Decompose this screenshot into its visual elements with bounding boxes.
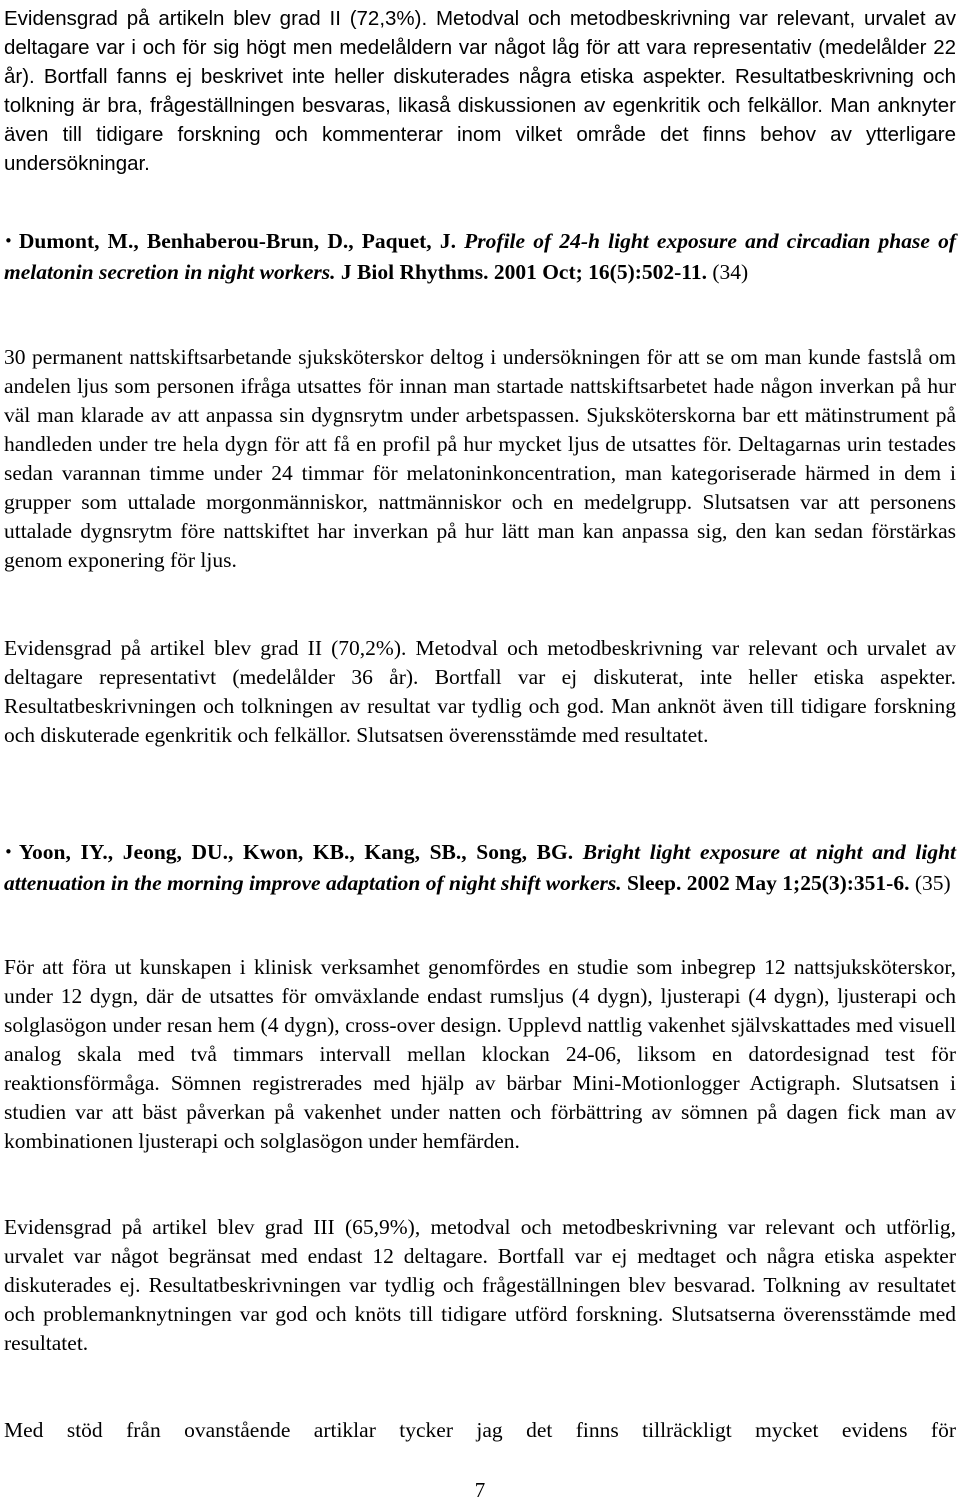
reference-title: Profile of 24-h light exposure and circadian phase of melatonin secretion in night workers. — [4, 229, 957, 284]
reference-yoon — [4, 838, 956, 898]
reference-dumont — [4, 227, 956, 287]
reference-authors: Yoon, IY., Jeong, DU., Kwon, KB., Kang, SB., Song, BG. — [18, 840, 574, 864]
reference-journal: Sleep. 2002 May 1;25(3):351-6. — [627, 871, 910, 895]
paragraph-evidence-grade-3: Evidensgrad på artikel blev grad III (65,9%), metodval och metodbeskrivning var relevant och utförlig, urvalet var något begränsat med endast 12 deltagare. Bortfall var ej medtaget och några etiska aspekter diskuterades ej. Resultatbeskrivningen var tydlig och frågeställningen blev besvarad. Tolkning av resultatet och problemanknytningen var god och knöts till tidigare utförd forskning. Slutsatserna överensstämde med resultatet. — [4, 1215, 956, 1355]
bullet-icon: • — [4, 843, 13, 861]
reference-title: Bright light exposure at night and light attenuation in the morning improve adaptation of night shift workers. — [4, 840, 957, 895]
paragraph-study-summary-1: 30 permanent nattskiftsarbetande sjuksköterskor deltog i undersökningen för att se om man kunde fastslå om andelen ljus som personen ifråga utsattes för innan man startade nattskiftsarbetet hade någon inverkan på hur väl man klarade av att anpassa sin dygnsrytm under arbetspassen. Sjuksköterskorna bar ett mätinstrument på handleden under tre hela dygn för att få en profil på hur mycket ljus de utsattes för. Deltagarnas urin testades sedan varannan timme under 24 timmar för melatoninkoncentration, man kategoriserade härmed in dem i grupper som uttalade morgonmänniskor, nattmänniskor och en medelgrupp. Slutsatsen var att personens uttalade dygnsrytm före nattskiftet har inverkan på hur lätt man kan anpassa sig, den kan sedan förstärkas genom exponering för ljus. — [4, 345, 956, 572]
reference-journal: J Biol Rhythms. 2001 Oct; 16(5):502-11. — [340, 260, 707, 284]
reference-number: (35) — [914, 871, 951, 895]
paragraph-study-summary-2: För att föra ut kunskapen i klinisk verksamhet genomfördes en studie som inbegrep 12 nattsjuksköterskor, under 12 dygn, där de utsattes för omväxlande endast rumsljus (4 dygn), ljusterapi (4 dygn), ljusterapi och solglasögon under resan hem (4 dygn), cross-over design. Upplevd nattlig vakenhet självskattades med visuell analog skala med två timmars intervall mellan klockan 24-06, liksom en datordesignad test för reaktionsförmåga. Sömnen registrerades med hjälp av bärbar Mini-Motionlogger Actigraph. Slutsatsen i studien var att bäst påverkan på vakenhet under natten och förbättring av sömnen på dagen fick man av kombinationen ljusterapi och solglasögon under hemfärden. — [4, 955, 956, 1153]
reference-number: (34) — [712, 260, 749, 284]
bullet-icon: • — [4, 232, 13, 250]
paragraph-evidence-grade-2: Evidensgrad på artikel blev grad II (70,2%). Metodval och metodbeskrivning var relevant och urvalet av deltagare representativt (medelålder 36 år). Bortfall var ej diskuterat, inte heller etiska aspekter. Resultatbeskrivningen och tolkningen av resultat var tydlig och god. Man anknöt även till tidigare forskning och diskuterade egenkritik och felkällor. Slutsatsen överensstämde med resultatet. — [4, 636, 956, 747]
page-number: 7 — [474, 1478, 486, 1502]
reference-authors: Dumont, M., Benhaberou-Brun, D., Paquet, J. — [18, 229, 456, 253]
paragraph-conclusion: Med stöd från ovanstående artiklar tycker jag det finns tillräckligt mycket evidens för — [4, 1418, 956, 1442]
paragraph-evidence-grade-1: Evidensgrad på artikeln blev grad II (72,3%). Metodval och metodbeskrivning var relevant, urvalet av deltagare var i och för sig högt men medelåldern var något låg för att vara representativ (medelålder 22 år). Bortfall fanns ej beskrivet inte heller diskuterades några etiska aspekter. Resultatbeskrivning och tolkning är bra, frågeställningen besvaras, likaså diskussionen av egenkritik och felkällor. Man anknyter även till tidigare forskning och kommenterar inom vilket område det finns behov av ytterligare undersökningar. — [4, 7, 956, 175]
